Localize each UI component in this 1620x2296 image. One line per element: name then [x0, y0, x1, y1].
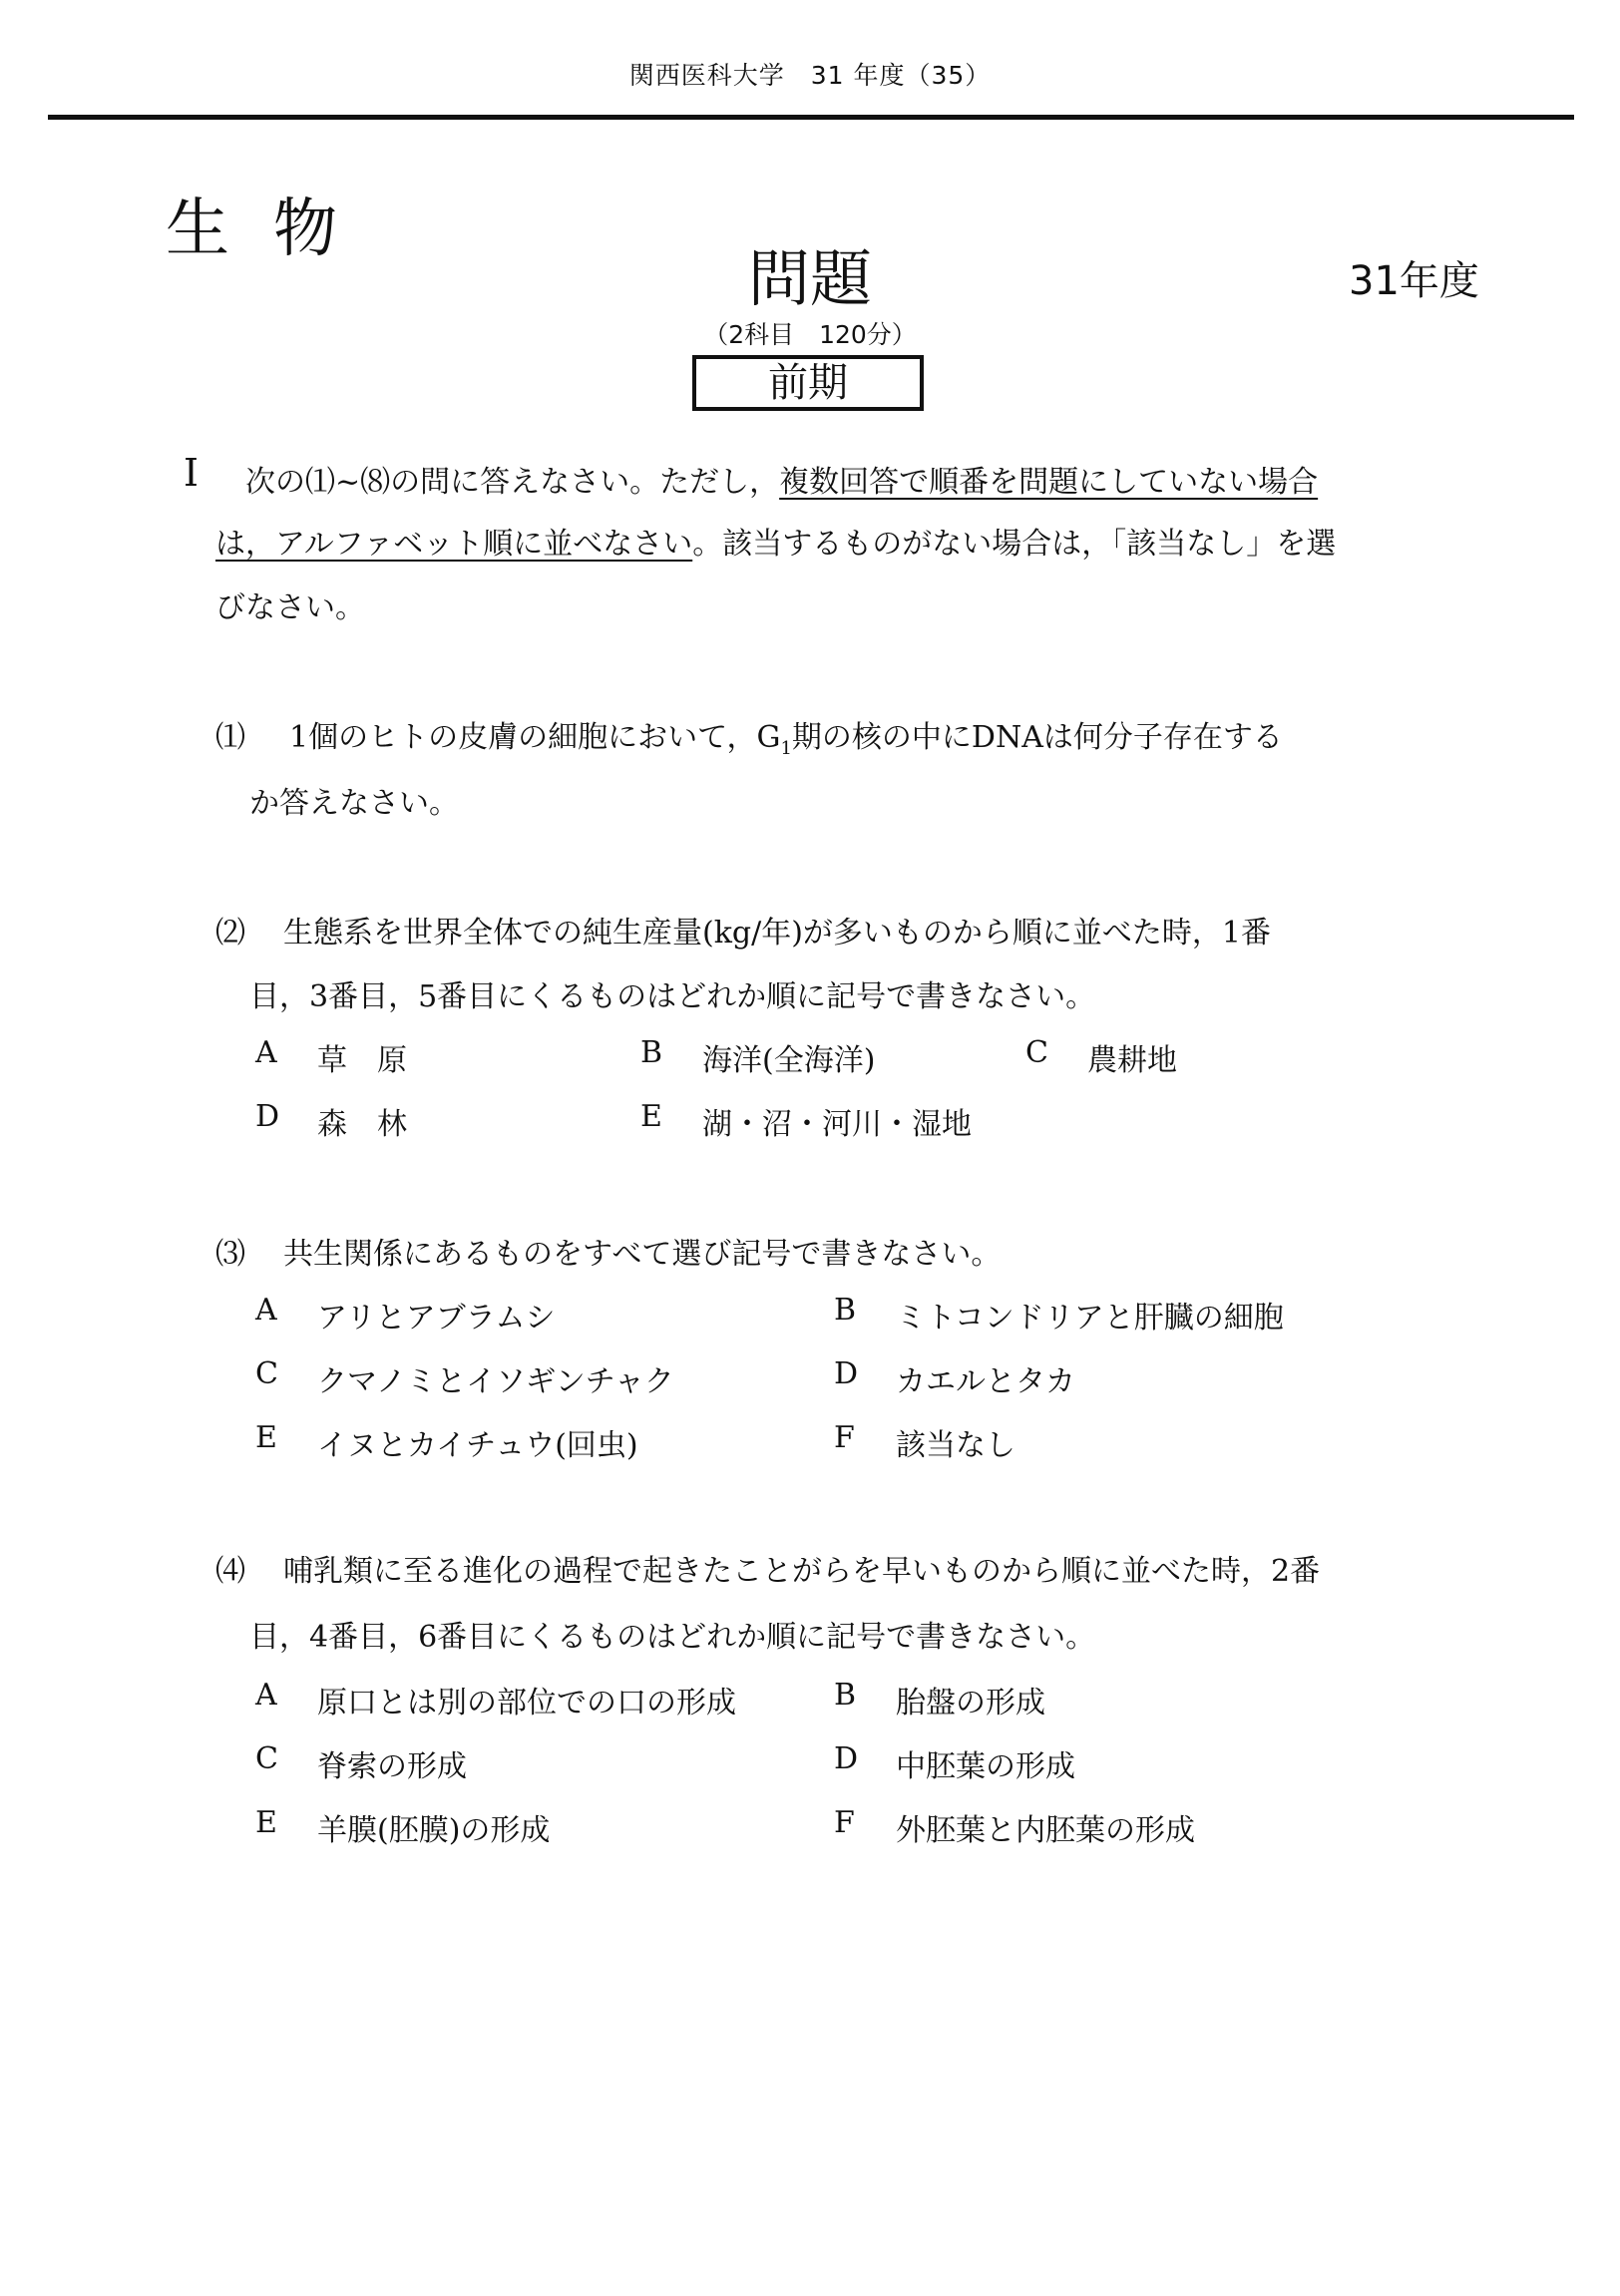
- option-text: イヌとカイチュウ(回虫): [317, 1428, 638, 1463]
- option-text: クマノミとイソギンチャク: [317, 1364, 674, 1399]
- option-text: 外胚葉と内胚葉の形成: [896, 1813, 1195, 1848]
- subscript: 1: [780, 738, 792, 759]
- intro-text: 。該当するものがない場合は，「該当なし」を選: [692, 527, 1337, 562]
- question-3-line-1: 共生関係にあるものをすべて選び記号で書きなさい。: [283, 1237, 1002, 1272]
- option-text: 原口とは別の部位での口の形成: [317, 1686, 736, 1721]
- question-4-line-1: 哺乳類に至る進化の過程で起きたことがらを早いものから順に並べた時，2番: [283, 1554, 1321, 1589]
- option-text: 羊膜(胚膜)の形成: [317, 1813, 551, 1848]
- option-text: アリとアブラムシ: [317, 1301, 556, 1336]
- option-letter: F: [834, 1805, 855, 1840]
- question-1-text: 期の核の中にDNAは何分子存在する: [791, 720, 1283, 755]
- option-letter: C: [1025, 1035, 1048, 1070]
- term-box: 前期: [692, 355, 924, 411]
- question-3-number: ⑶: [215, 1237, 245, 1272]
- section-intro-line-3: びなさい。: [215, 590, 365, 625]
- question-2-line-1: 生態系を世界全体での純生産量(kg/年)が多いものから順に並べた時，1番: [283, 916, 1271, 951]
- option-text: 草 原: [317, 1043, 407, 1078]
- option-letter: E: [255, 1805, 277, 1840]
- intro-underlined-text: 複数回答で順番を問題にしていない場合: [779, 465, 1319, 500]
- option-letter: B: [834, 1678, 857, 1713]
- option-letter: D: [834, 1741, 859, 1776]
- option-letter: B: [640, 1035, 663, 1070]
- option-letter: B: [834, 1293, 857, 1328]
- question-1-line-1: [289, 712, 1283, 759]
- running-header: 関西医科大学 31 年度（35）: [628, 61, 992, 90]
- header-rule: [48, 115, 1574, 120]
- intro-underlined-text: は，アルファベット順に並べなさい: [215, 527, 693, 562]
- question-2-line-2: 目，3番目，5番目にくるものはどれか順に記号で書きなさい。: [249, 979, 1096, 1014]
- question-1-line-2: か答えなさい。: [249, 786, 459, 821]
- option-letter: E: [640, 1099, 662, 1134]
- option-text: 中胚葉の形成: [896, 1749, 1075, 1784]
- option-text: 該当なし: [896, 1428, 1015, 1463]
- option-letter: C: [255, 1356, 278, 1391]
- section-number: Ⅰ: [184, 451, 200, 495]
- option-text: 脊索の形成: [317, 1749, 467, 1784]
- option-text: 海洋(全海洋): [702, 1043, 876, 1078]
- question-2-number: ⑵: [215, 916, 245, 951]
- option-text: 森 林: [317, 1107, 407, 1142]
- option-text: 農耕地: [1087, 1043, 1177, 1078]
- option-letter: D: [834, 1356, 859, 1391]
- option-letter: E: [255, 1420, 277, 1455]
- intro-text: 次の⑴~⑻の問に答えなさい。ただし，: [245, 465, 780, 500]
- time-note: （2科目 120分）: [703, 320, 917, 349]
- option-text: 湖・沼・河川・湿地: [702, 1107, 972, 1142]
- option-text: 胎盤の形成: [896, 1686, 1045, 1721]
- option-text: ミトコンドリアと肝臓の細胞: [896, 1301, 1284, 1336]
- question-1-number: ⑴: [215, 720, 245, 755]
- option-letter: A: [255, 1035, 277, 1070]
- option-letter: A: [255, 1678, 277, 1713]
- option-letter: A: [255, 1293, 277, 1328]
- section-intro-line-1: [245, 457, 1318, 501]
- section-intro-line-2: [215, 519, 1336, 563]
- option-letter: C: [255, 1741, 278, 1776]
- question-4-line-2: 目，4番目，6番目にくるものはどれか順に記号で書きなさい。: [249, 1620, 1096, 1655]
- option-letter: D: [255, 1099, 280, 1134]
- doc-title: 問題: [747, 242, 872, 315]
- year-label: 31年度: [1349, 258, 1479, 304]
- question-4-number: ⑷: [215, 1554, 245, 1589]
- question-1-text: 1個のヒトの皮膚の細胞において，G: [289, 720, 781, 755]
- subject-title: 生物: [166, 192, 381, 266]
- option-text: カエルとタカ: [896, 1364, 1075, 1399]
- option-letter: F: [834, 1420, 855, 1455]
